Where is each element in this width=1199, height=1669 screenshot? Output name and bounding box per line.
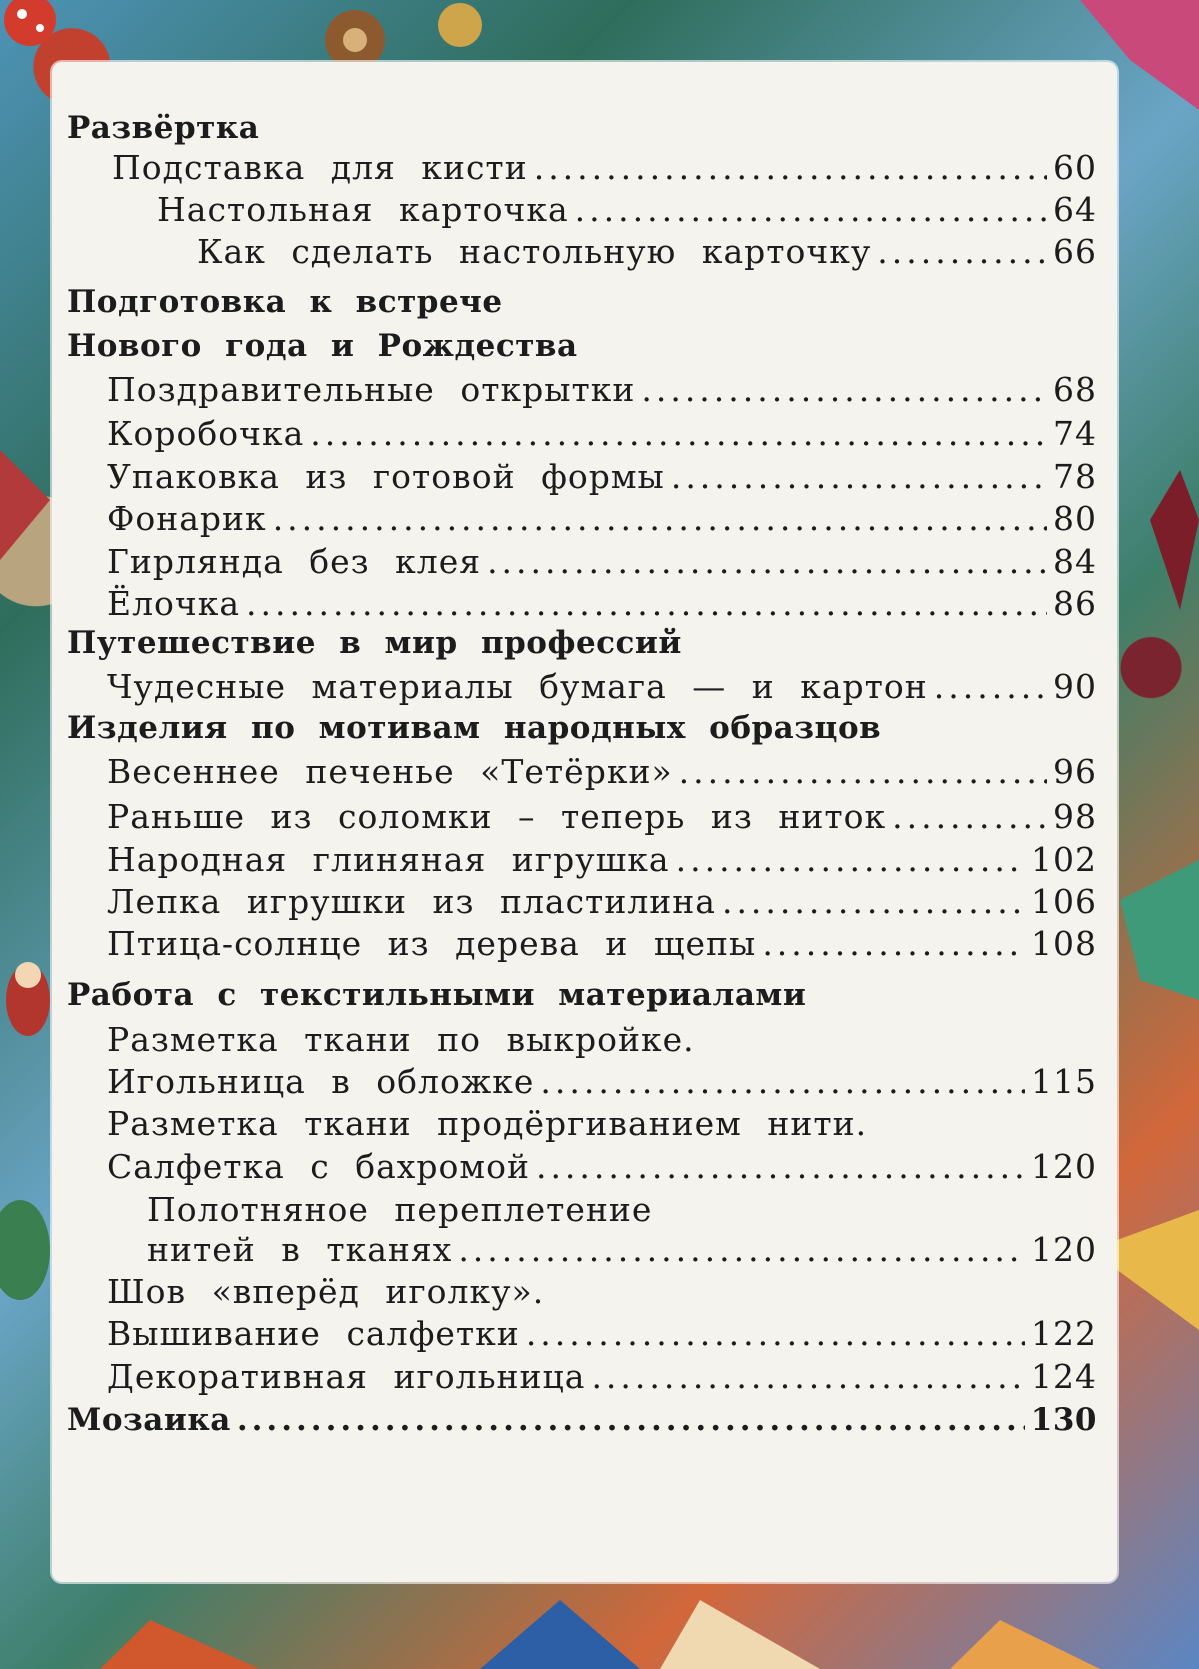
toc-entry-title: Народная глиняная игрушка xyxy=(107,840,670,879)
toc-entry-title: нитей в тканях xyxy=(147,1230,453,1269)
dot-leader xyxy=(641,370,1047,409)
toc-entry xyxy=(107,1272,544,1311)
toc-section-heading xyxy=(67,625,682,661)
toc-page-number: 124 xyxy=(1031,1357,1097,1396)
toc-page-number: 74 xyxy=(1053,414,1097,453)
toc-entry-title: Раньше из соломки – теперь из ниток xyxy=(107,797,887,836)
toc-section-heading xyxy=(67,328,578,364)
toc-entry xyxy=(197,232,1097,271)
toc-entry xyxy=(107,1062,1097,1101)
toc-page-number: 90 xyxy=(1053,667,1097,706)
toc-section-heading xyxy=(67,1402,1097,1438)
dot-leader xyxy=(526,1314,1025,1353)
toc-page-number: 86 xyxy=(1053,584,1097,623)
dot-leader xyxy=(934,667,1047,706)
toc-page-number: 115 xyxy=(1031,1062,1097,1101)
toc-entry-title: Вышивание салфетки xyxy=(107,1314,520,1353)
toc-entry xyxy=(112,148,1097,187)
dot-leader xyxy=(877,232,1047,271)
toc-page-number: 78 xyxy=(1053,457,1097,496)
toc-entry-title: Птица-солнце из дерева и щепы xyxy=(107,924,757,963)
toc-entry-title: Гирлянда без клея xyxy=(107,542,482,581)
toc-page-number: 84 xyxy=(1053,542,1097,581)
toc-page-number: 96 xyxy=(1053,752,1097,791)
dot-leader xyxy=(540,1062,1025,1101)
toc-entry-title: Весеннее печенье «Тетёрки» xyxy=(107,752,673,791)
toc-section-heading xyxy=(67,110,259,146)
toc-entry xyxy=(107,840,1097,879)
toc-entry-title: Упаковка из готовой формы xyxy=(107,457,665,496)
toc-entry xyxy=(107,1020,695,1059)
toc-entry-title: Подставка для кисти xyxy=(112,148,528,187)
toc-entry xyxy=(107,1104,867,1143)
toc-entry-title: Декоративная игольница xyxy=(107,1357,586,1396)
dot-leader xyxy=(591,1357,1025,1396)
toc-entry xyxy=(107,414,1097,453)
toc-entry-title: Игольница в обложке xyxy=(107,1062,535,1101)
dot-leader xyxy=(458,1230,1025,1269)
toc-entry xyxy=(157,190,1097,229)
toc-entry xyxy=(107,882,1097,921)
toc-page-number: 68 xyxy=(1053,370,1097,409)
toc-entry-title: Развёртка xyxy=(67,110,260,146)
toc-page-number: 60 xyxy=(1053,148,1097,187)
toc-entry xyxy=(107,370,1097,409)
toc-page-number: 66 xyxy=(1053,232,1097,271)
toc-entry-title: Чудесные материалы бумага — и картон xyxy=(107,667,928,706)
toc-entry-title: Шов «вперёд иголку». xyxy=(107,1272,545,1311)
toc-entry-title: Изделия по мотивам народных образцов xyxy=(67,710,882,746)
toc-entry xyxy=(107,457,1097,496)
toc-entry-title: Как сделать настольную карточку xyxy=(197,232,872,271)
toc-page-number: 130 xyxy=(1030,1402,1097,1438)
toc-entry-title: Мозаика xyxy=(67,1402,231,1438)
toc-section-heading xyxy=(67,284,503,320)
dot-leader xyxy=(487,542,1047,581)
toc-entry-title: Поздравительные открытки xyxy=(107,370,636,409)
dot-leader xyxy=(722,882,1025,921)
dot-leader xyxy=(762,924,1025,963)
toc-entry-title: Подготовка к встрече xyxy=(67,284,503,320)
toc-entry xyxy=(107,542,1097,581)
toc-entry-title: Путешествие в мир профессий xyxy=(67,625,682,661)
toc-page-number: 120 xyxy=(1031,1230,1097,1269)
dot-leader xyxy=(534,148,1047,187)
toc-section-heading xyxy=(67,977,806,1013)
toc-panel xyxy=(52,62,1117,1582)
toc-entry-title: Фонарик xyxy=(107,499,267,538)
dot-leader xyxy=(273,499,1047,538)
toc-entry-title: Коробочка xyxy=(107,414,305,453)
toc-entry-title: Разметка ткани по выкройке. xyxy=(107,1020,695,1059)
toc-entry xyxy=(107,1314,1097,1353)
toc-page-number: 98 xyxy=(1053,797,1097,836)
toc-entry xyxy=(107,924,1097,963)
toc-entry xyxy=(107,1147,1097,1186)
dot-leader xyxy=(676,840,1025,879)
toc-page-number: 80 xyxy=(1053,499,1097,538)
toc-entry-title: Нового года и Рождества xyxy=(67,328,578,364)
toc-page-number: 108 xyxy=(1031,924,1097,963)
toc-page-number: 122 xyxy=(1031,1314,1097,1353)
toc-page-number: 64 xyxy=(1053,190,1097,229)
dot-leader xyxy=(892,797,1047,836)
toc-page-number: 106 xyxy=(1031,882,1097,921)
toc-entry xyxy=(107,752,1097,791)
toc-entry-title: Работа с текстильными материалами xyxy=(67,977,807,1013)
toc-section-heading xyxy=(67,710,881,746)
dot-leader xyxy=(671,457,1047,496)
dot-leader xyxy=(310,414,1047,453)
table-of-contents xyxy=(52,62,1117,1582)
toc-entry-title: Полотняное переплетение xyxy=(147,1190,653,1229)
toc-entry xyxy=(107,1357,1097,1396)
toc-entry-title: Разметка ткани продёргиванием нити. xyxy=(107,1104,868,1143)
toc-entry-title: Ёлочка xyxy=(107,584,241,623)
dot-leader xyxy=(679,752,1047,791)
toc-entry xyxy=(107,797,1097,836)
toc-entry xyxy=(107,584,1097,623)
toc-entry-title: Настольная карточка xyxy=(157,190,569,229)
toc-entry xyxy=(107,499,1097,538)
toc-page-number: 102 xyxy=(1031,840,1097,879)
toc-entry xyxy=(107,667,1097,706)
toc-page-number: 120 xyxy=(1031,1147,1097,1186)
toc-entry-title: Салфетка с бахромой xyxy=(107,1147,530,1186)
dot-leader xyxy=(246,584,1047,623)
dot-leader xyxy=(575,190,1047,229)
dot-leader xyxy=(536,1147,1025,1186)
dot-leader xyxy=(237,1402,1025,1438)
toc-entry-title: Лепка игрушки из пластилина xyxy=(107,882,716,921)
toc-entry xyxy=(147,1190,652,1229)
toc-entry xyxy=(147,1230,1097,1269)
